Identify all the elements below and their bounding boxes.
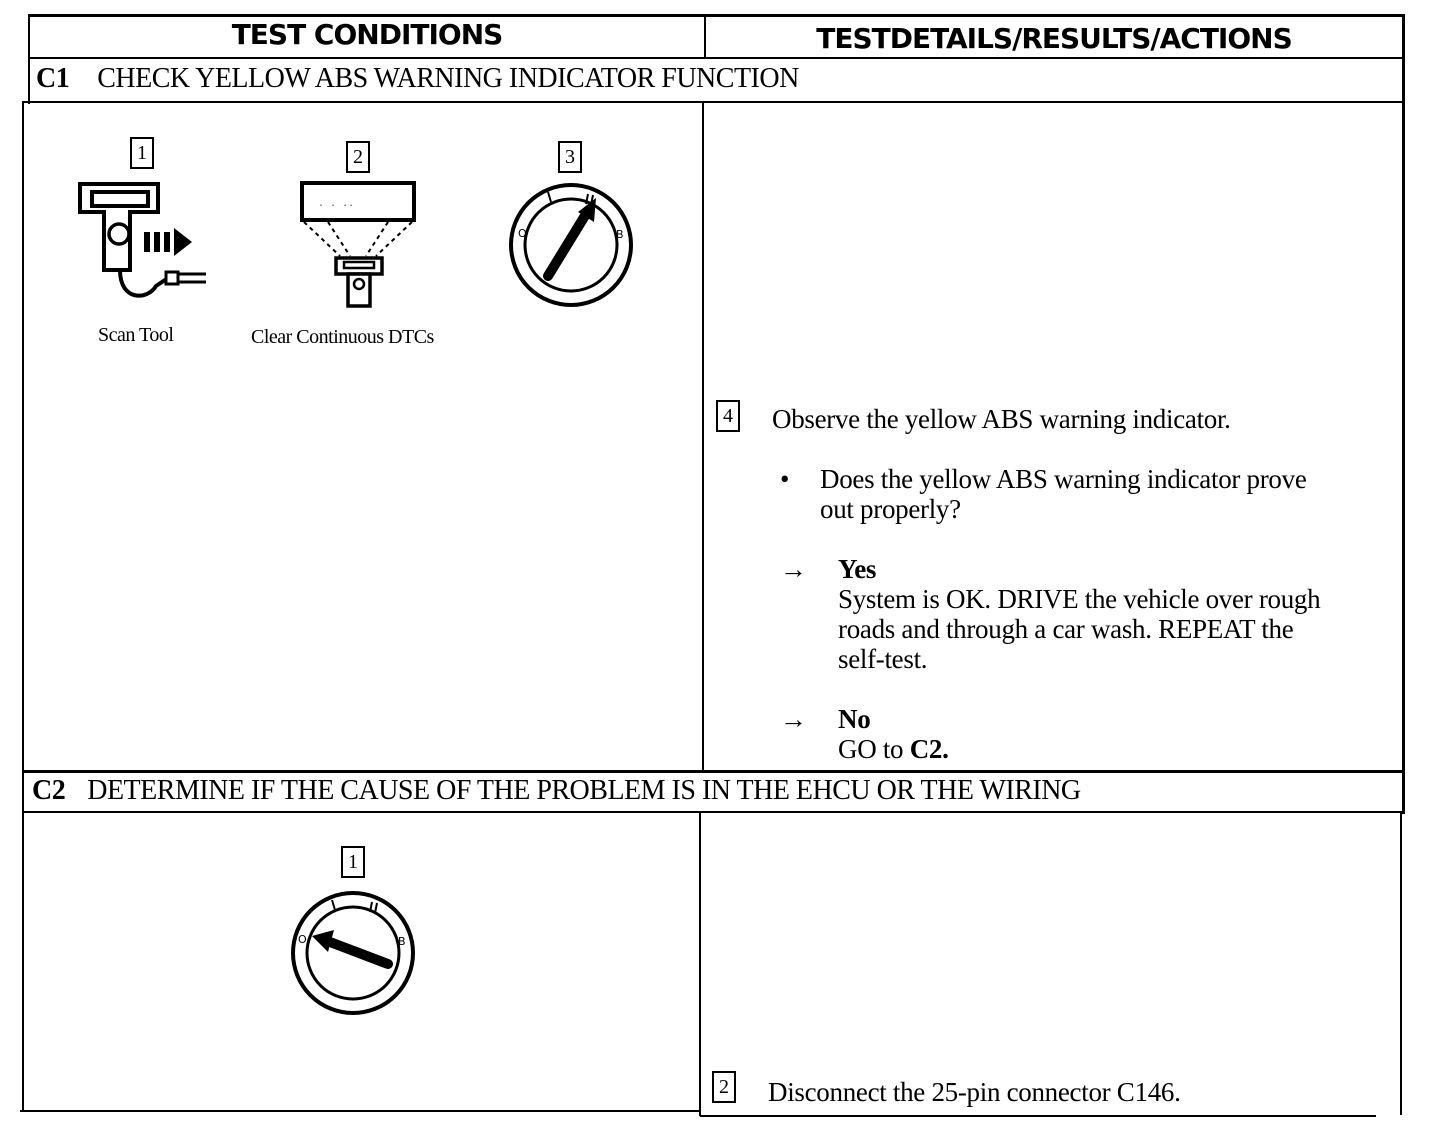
c1-section-title — [36, 60, 799, 98]
c2-title-bottom-border — [22, 811, 1404, 813]
svg-text:B: B — [616, 228, 624, 241]
svg-text:O: O — [518, 227, 527, 240]
scan-tool-icon — [78, 182, 213, 307]
c1-figure-1-caption: Scan Tool — [98, 324, 174, 346]
c1-no-answer — [838, 704, 949, 764]
c1-step-4-instruction: Observe the yellow ABS warning indicator. — [772, 404, 1231, 434]
c1-yes-line-1: System is OK. DRIVE the vehicle over rough — [838, 584, 1321, 614]
svg-text:B: B — [398, 935, 406, 948]
c1-yes-line-3: self-test. — [838, 644, 928, 674]
c1-figure-2-caption: Clear Continuous DTCs — [251, 326, 434, 348]
header-test-details: TESTDETAILS/RESULTS/ACTIONS — [816, 22, 1292, 55]
c1-no-label: No — [838, 704, 871, 734]
c1-no-target-link[interactable]: C2. — [909, 734, 949, 764]
c2-step-2-instruction: Disconnect the 25-pin connector C146. — [768, 1077, 1181, 1107]
header-test-conditions: TEST CONDITIONS — [231, 18, 503, 51]
c1-question-line-2: out properly? — [820, 494, 961, 524]
ignition-switch-off-icon — [290, 890, 416, 1016]
c1-title-bottom-border — [24, 101, 1404, 103]
c1-no-text: GO to — [838, 734, 910, 764]
c1-figure-3-step: 3 — [558, 141, 582, 173]
c1-yes-answer — [838, 554, 1320, 674]
table-bottom-border — [20, 1110, 700, 1112]
c1-yes-label: Yes — [838, 554, 877, 584]
svg-text:O: O — [298, 933, 307, 946]
table-right-border-lower — [1400, 811, 1402, 1115]
table-bottom-border-right — [700, 1115, 1376, 1117]
c1-no-arrow-icon: → — [780, 704, 807, 734]
c1-figure-1-step: 1 — [130, 137, 154, 169]
clear-dtcs-icon — [298, 180, 418, 310]
c1-question-line-1: Does the yellow ABS warning indicator prove — [820, 464, 1307, 494]
c2-section-id: C2 — [32, 775, 66, 806]
c1-question-bullet: • — [780, 464, 790, 494]
c1-yes-arrow-icon: → — [780, 554, 807, 584]
svg-text:. . ..: . . .. — [318, 198, 355, 209]
c2-step-2-number: 2 — [712, 1071, 736, 1103]
c1-section-id: C1 — [36, 63, 70, 94]
c1-figure-2-step: 2 — [346, 141, 370, 173]
c2-section-title — [32, 772, 1081, 810]
table-right-border — [1402, 14, 1405, 814]
c1-column-divider — [702, 101, 704, 772]
c2-section-title-text: DETERMINE IF THE CAUSE OF THE PROBLEM IS IN THE EHCU OR THE WIRING — [87, 775, 1081, 806]
c2-column-divider — [699, 811, 701, 1116]
c1-question — [820, 464, 1307, 524]
c1-no-action — [838, 734, 949, 764]
c1-step-4-number: 4 — [716, 400, 740, 432]
c1-yes-line-2: roads and through a car wash. REPEAT the — [838, 614, 1294, 644]
c1-section-title-text: CHECK YELLOW ABS WARNING INDICATOR FUNCTION — [97, 63, 799, 94]
c2-figure-1-step: 1 — [341, 846, 365, 878]
ignition-switch-run-icon — [508, 182, 634, 308]
table-left-border-lower — [22, 101, 24, 1112]
